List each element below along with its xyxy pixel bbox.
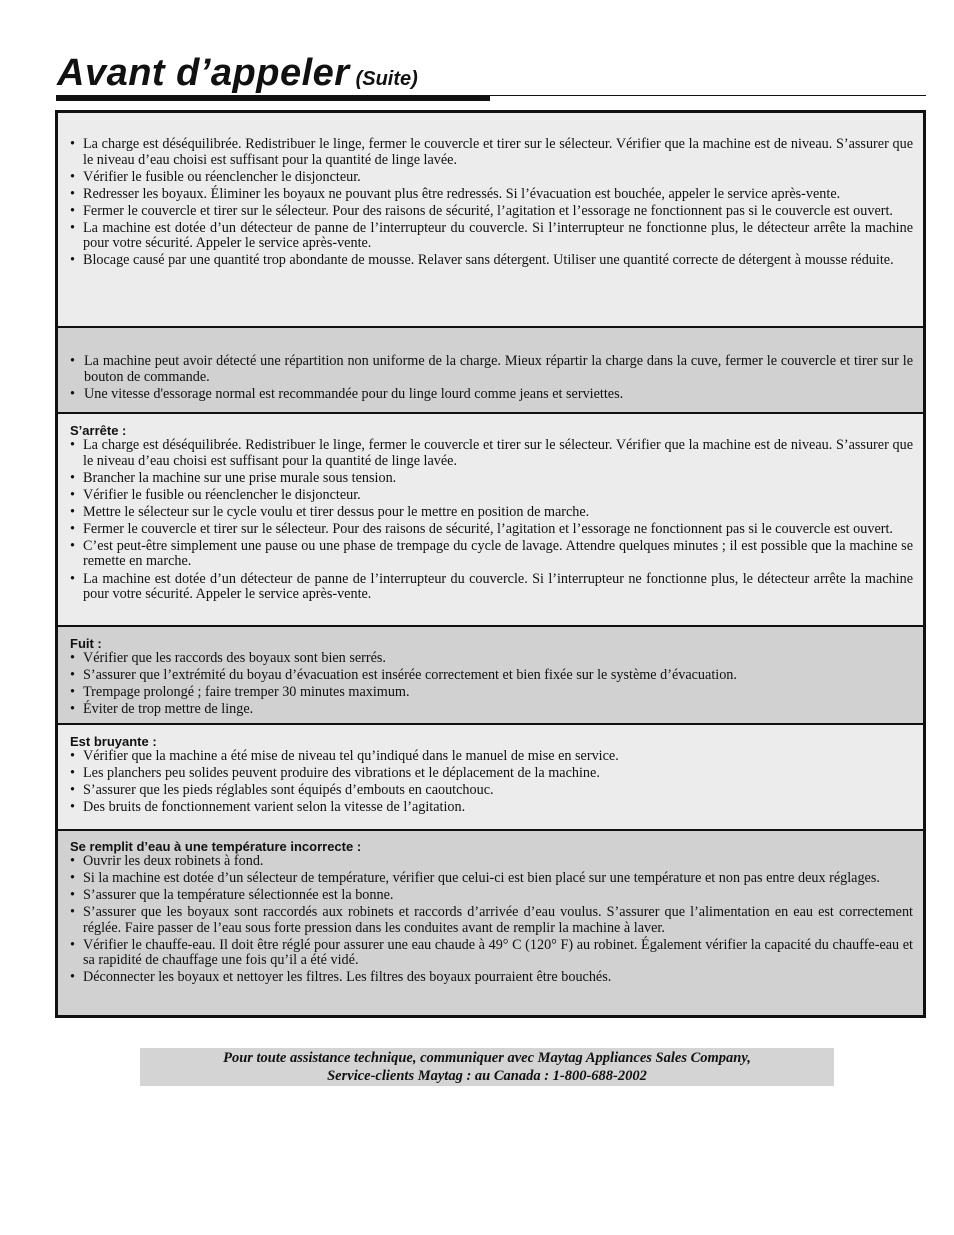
title-rule-thick (56, 95, 490, 101)
section-heading: Se remplit d’eau à une température incorrecte : (70, 839, 362, 854)
list-item: • Fermer le couvercle et tirer sur le sélecteur. Pour des raisons de sécurité, l’agitation et l’essorage ne fonctionnent pas si le couvercle est ouvert. (70, 522, 913, 538)
list-item: • La machine est dotée d’un détecteur de panne de l’interrupteur du couvercle. Si l’interrupteur ne fonctionne plus, le détecteur arrête la machine pour votre sécurité. Appeler le service après-vente. (70, 221, 913, 252)
troubleshooting-section-noisy (58, 723, 923, 829)
list-item: • S’assurer que la température sélectionnée est la bonne. (70, 888, 913, 904)
bullet-list (70, 854, 913, 986)
list-item: • Mettre le sélecteur sur le cycle voulu et tirer dessus pour le mettre en position de marche. (70, 505, 913, 521)
troubleshooting-section-water-temperature (58, 829, 923, 1015)
bullet-list (70, 354, 913, 402)
bullet-list (70, 438, 913, 603)
list-item: • Une vitesse d'essorage normal est recommandée pour du linge lourd comme jeans et serviettes. (70, 387, 913, 403)
support-phone-line: Service-clients Maytag : au Canada : 1-800-688-2002 (327, 1068, 647, 1084)
list-item: • Brancher la machine sur une prise murale sous tension. (70, 471, 913, 487)
list-item: • Vérifier que les raccords des boyaux sont bien serrés. (70, 651, 913, 667)
section-heading: S’arrête : (70, 423, 127, 438)
support-contact-line: Pour toute assistance technique, communiquer avec Maytag Appliances Sales Company, (223, 1050, 751, 1066)
list-item: • La charge est déséquilibrée. Redistribuer le linge, fermer le couvercle et tirer sur le sélecteur. Vérifier que la machine est de niveau. S’assurer que le niveau d’eau choisi est suffisant pour la quantité de linge lavée. (70, 137, 913, 168)
list-item: • S’assurer que l’extrémité du boyau d’évacuation est insérée correctement et bien fixée sur le système d’évacuation. (70, 668, 913, 684)
bullet-list (70, 749, 913, 816)
list-item: • Fermer le couvercle et tirer sur le sélecteur. Pour des raisons de sécurité, l’agitation et l’essorage ne fonctionnent pas si le couvercle est ouvert. (70, 204, 913, 220)
list-item: • Vérifier le fusible ou réenclencher le disjoncteur. (70, 488, 913, 504)
page-title-suffix: (Suite) (355, 68, 418, 90)
list-item: • Les planchers peu solides peuvent produire des vibrations et le déplacement de la machine. (70, 766, 913, 782)
list-item: • Blocage causé par une quantité trop abondante de mousse. Relaver sans détergent. Utiliser une quantité correcte de détergent à mousse réduite. (70, 253, 913, 269)
troubleshooting-section-leaks (58, 625, 923, 723)
list-item: • Redresser les boyaux. Éliminer les boyaux ne pouvant plus être redressés. Si l’évacuation est bouchée, appeler le service après-vente. (70, 187, 913, 203)
section-heading: Fuit : (70, 636, 102, 651)
list-item: • La machine peut avoir détecté une répartition non uniforme de la charge. Mieux répartir la charge dans la cuve, fermer le couvercle et tirer sur le bouton de commande. (70, 354, 913, 385)
page-title-main: Avant d’appeler (57, 52, 350, 94)
list-item: • C’est peut-être simplement une pause ou une phase de trempage du cycle de lavage. Attendre quelques minutes ; il est possible que la machine se remette en marche. (70, 539, 913, 570)
troubleshooting-section (58, 113, 923, 326)
list-item: • Vérifier le fusible ou réenclencher le disjoncteur. (70, 170, 913, 186)
list-item: • Vérifier le chauffe-eau. Il doit être réglé pour assurer une eau chaude à 49° C (120° F) au robinet. Également vérifier la capacité du chauffe-eau et sa rapidité de chauffage une fois qu’il a été vidé. (70, 938, 913, 969)
list-item: • S’assurer que les boyaux sont raccordés aux robinets et raccords d’arrivée d’eau voulus. S’assurer que l’alimentation en eau est correctement réglée. Faire passer de l’eau sous forte pression dans les conduites avant de remplir la machine à laver. (70, 905, 913, 936)
list-item: • Si la machine est dotée d’un sélecteur de température, vérifier que celui-ci est bien placé sur une température et non pas entre deux réglages. (70, 871, 913, 887)
list-item: • La charge est déséquilibrée. Redistribuer le linge, fermer le couvercle et tirer sur le sélecteur. Vérifier que la machine est de niveau. S’assurer que le niveau d’eau choisi est suffisant pour la quantité de linge lavée. (70, 438, 913, 469)
list-item: • Éviter de trop mettre de linge. (70, 702, 913, 718)
list-item: • La machine est dotée d’un détecteur de panne de l’interrupteur du couvercle. Si l’interrupteur ne fonctionne plus, le détecteur arrête la machine pour votre sécurité. Appeler le service après-vente. (70, 572, 913, 603)
section-heading: Est bruyante : (70, 734, 157, 749)
support-contact-box (140, 1048, 834, 1086)
list-item: • Ouvrir les deux robinets à fond. (70, 854, 913, 870)
troubleshooting-section (58, 326, 923, 412)
troubleshooting-section-stops (58, 412, 923, 625)
bullet-list (70, 137, 913, 269)
list-item: • S’assurer que les pieds réglables sont équipés d’embouts en caoutchouc. (70, 783, 913, 799)
list-item: • Déconnecter les boyaux et nettoyer les filtres. Les filtres des boyaux pourraient être bouchés. (70, 970, 913, 986)
bullet-list (70, 651, 913, 718)
troubleshooting-table (55, 110, 926, 1018)
list-item: • Vérifier que la machine a été mise de niveau tel qu’indiqué dans le manuel de mise en service. (70, 749, 913, 765)
list-item: • Trempage prolongé ; faire tremper 30 minutes maximum. (70, 685, 913, 701)
list-item: • Des bruits de fonctionnement varient selon la vitesse de l’agitation. (70, 800, 913, 816)
